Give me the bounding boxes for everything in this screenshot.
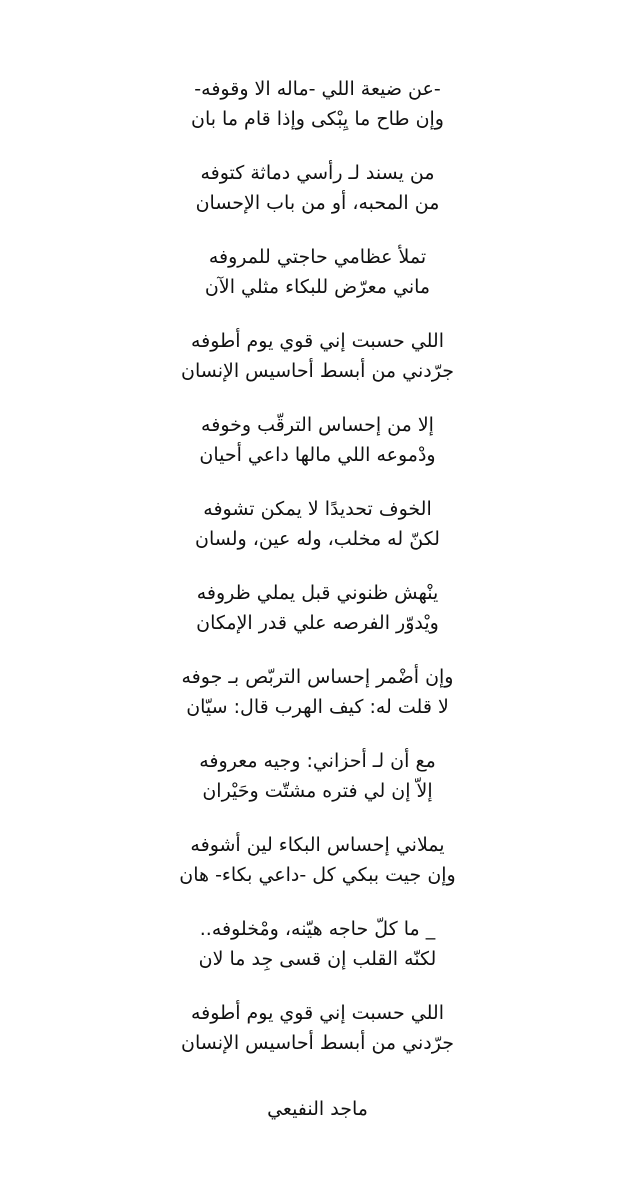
poem-line: إلاّ إن لي فتره مشتّت وحَيْران bbox=[202, 780, 433, 802]
poem-line: جرّدني من أبسط أحاسيس الإنسان bbox=[181, 1032, 454, 1054]
poem-line: ودْموعه اللي مالها داعي أحيان bbox=[199, 444, 436, 466]
poem-line: يملاني إحساس البكاء لين أشوفه bbox=[190, 834, 445, 856]
stanza-4 bbox=[0, 326, 635, 410]
poem-line: اللي حسبت إني قوي يوم أطوفه bbox=[190, 330, 444, 352]
poem-line: الخوف تحديدًا لا يمكن تشوفه bbox=[203, 498, 432, 520]
poem-line: لكنّ له مخلب، وله عين، ولسان bbox=[195, 528, 440, 550]
poem-line: ماني معرّض للبكاء مثلي الآن bbox=[204, 276, 431, 298]
poem-line: إلا من إحساس الترقّب وخوفه bbox=[201, 414, 434, 436]
stanza-3 bbox=[0, 242, 635, 326]
poem-line: ويْدوّر الفرصه علي قدر الإمكان bbox=[196, 612, 439, 634]
poem-line: جرّدني من أبسط أحاسيس الإنسان bbox=[181, 360, 454, 382]
poem-line: لا قلت له: كيف الهرب قال: سيّان bbox=[186, 696, 449, 718]
stanza-8 bbox=[0, 662, 635, 746]
stanza-11 bbox=[0, 914, 635, 998]
poem-line: وإن طاح ما يِبْكى وإذا قام ما بان bbox=[190, 108, 444, 130]
poem-line: من يسند لـ رأسي دماثة كتوفه bbox=[200, 162, 435, 184]
poem-line: اللي حسبت إني قوي يوم أطوفه bbox=[190, 1002, 444, 1024]
poem-line: لكنّه القلب إن قسى جِد ما لان bbox=[198, 948, 437, 970]
poem-line: _ ما كلّ حاجه هيّنه، ومْخلوفه.. bbox=[199, 918, 436, 940]
stanza-1 bbox=[0, 74, 635, 158]
stanza-12 bbox=[0, 998, 635, 1082]
poem-line: وإن أضْمر إحساس التربّص بـ جوفه bbox=[181, 666, 454, 688]
poem-line: -عن ضيعة اللي -ماله الا وقوفه- bbox=[194, 78, 441, 100]
stanza-7 bbox=[0, 578, 635, 662]
poem-line: تملأ عظامي حاجتي للمروفه bbox=[208, 246, 427, 268]
stanza-10 bbox=[0, 830, 635, 914]
poem-line: من المحبه، أو من باب الإحسان bbox=[195, 192, 440, 214]
stanza-9 bbox=[0, 746, 635, 830]
author-signature: ماجد النفيعي bbox=[267, 1098, 368, 1120]
poem-line: مع أن لـ أحزاني: وجيه معروفه bbox=[199, 750, 436, 772]
stanza-5 bbox=[0, 410, 635, 494]
poem-line: وإن جيت ببكي كل -داعي بكاء- هان bbox=[179, 864, 456, 886]
poem-line: ينْهش ظنوني قبل يملي ظروفه bbox=[196, 582, 439, 604]
stanza-2 bbox=[0, 158, 635, 242]
stanza-6 bbox=[0, 494, 635, 578]
poem bbox=[0, 74, 635, 1082]
